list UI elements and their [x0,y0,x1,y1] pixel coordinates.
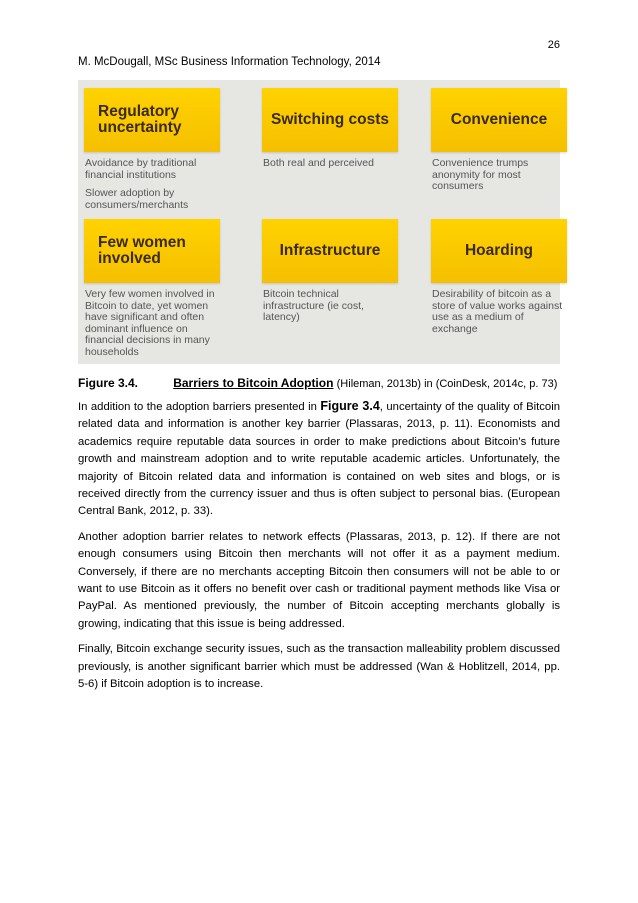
tile-title [465,243,533,259]
paragraph [78,398,560,521]
tile-title-line: Regulatory [98,103,179,120]
tile-header [262,88,398,152]
tile-description-line: Bitcoin technical infrastructure (ie cost, latency) [263,288,364,323]
paragraph-text: In addition to the adoption barriers presented in [78,401,321,413]
tile-title [84,104,182,136]
tile-description-line: Desirability of bitcoin as a store of value works against use as a medium of exchange [432,288,563,335]
page-number: 26 [547,39,560,51]
tile-description [84,158,220,211]
figure-citation: (Hileman, 2013b) in (CoinDesk, 2014c, p. 73) [336,378,558,390]
figure-caption [78,376,557,390]
tile-title [451,112,547,128]
tile-title-line: Few women [98,234,186,251]
tile-description-line: Very few women involved in Bitcoin to date, yet women have significant and often dominant influence on financial decisions in many households [85,288,215,358]
paragraph: Another adoption barrier relates to network effects (Plassaras, 2013, p. 12). If there are not enough consumers using Bitcoin then merchants will not offer it as a payment medium. Conversely, if there are no merchants accepting Bitcoin then consumers will not be able to or want to use Bitcoin as it offers no benefit over cash or traditional payment methods like Visa or PayPal. As mentioned previously, the number of Bitcoin accepting merchants globally is growing, indicating that this issue is being addressed. [78,530,560,630]
tile-convenience [431,88,567,200]
figure-label: Figure 3.4. [78,376,139,390]
tile-title [84,235,186,267]
tile-infrastructure [262,219,398,331]
tile-regulatory-uncertainty [84,88,220,218]
tile-header [84,219,220,283]
tile-title [280,243,381,259]
figure-title: Barriers to Bitcoin Adoption [173,376,334,390]
tile-title-line: uncertainty [98,119,182,136]
tile-title-line: Convenience [450,111,548,128]
tile-title-line: Infrastructure [279,242,381,259]
body-text [78,398,560,702]
figure-reference: Figure 3.4 [320,399,380,413]
tile-description [431,158,567,193]
tile-description-line: Slower adoption by consumers/merchants [85,187,189,211]
barriers-figure [78,80,563,364]
tile-description-line: Avoidance by traditional financial institutions [85,157,197,181]
running-header: M. McDougall, MSc Business Information Technology, 2014 [78,56,381,68]
tile-header [84,88,220,152]
tile-hoarding [431,219,567,342]
tile-few-women-involved [84,219,220,365]
tile-header [262,219,398,283]
tile-title [271,112,389,128]
tile-description-line: Convenience trumps anonymity for most consumers [432,157,529,192]
tile-description-line: Both real and perceived [263,157,374,169]
tile-header [431,88,567,152]
tile-title-line: Hoarding [464,242,534,259]
tile-switching-costs [262,88,398,177]
tile-description [431,289,567,335]
paragraph: Finally, Bitcoin exchange security issues, such as the transaction malleability problem discussed previously, is another significant barrier which must be addressed (Wan & Hoblitzell, 2014, pp. 5-6) if Bitcoin adoption is to increase. [78,643,560,691]
tile-description [84,289,220,358]
tile-description [262,158,398,170]
paragraph-text: , uncertainty of the quality of Bitcoin related data and information is another key barrier (Plassaras, 2013, p. 11). Economists and academics require reputable data sources in order to make predictions about Bitcoin’s future growth and mainstream adoption and to write reputable academic articles. Unfortunately, the majority of Bitcoin related data and information is contained on web sites and blogs, or is received directly from the currency issuer and thus is often subject to personal bias. (European Central Bank, 2012, p. 33). [78,401,561,518]
tile-description [262,289,398,324]
tile-title-line: Switching costs [271,111,389,128]
tile-header [431,219,567,283]
tile-title-line: involved [98,250,161,267]
